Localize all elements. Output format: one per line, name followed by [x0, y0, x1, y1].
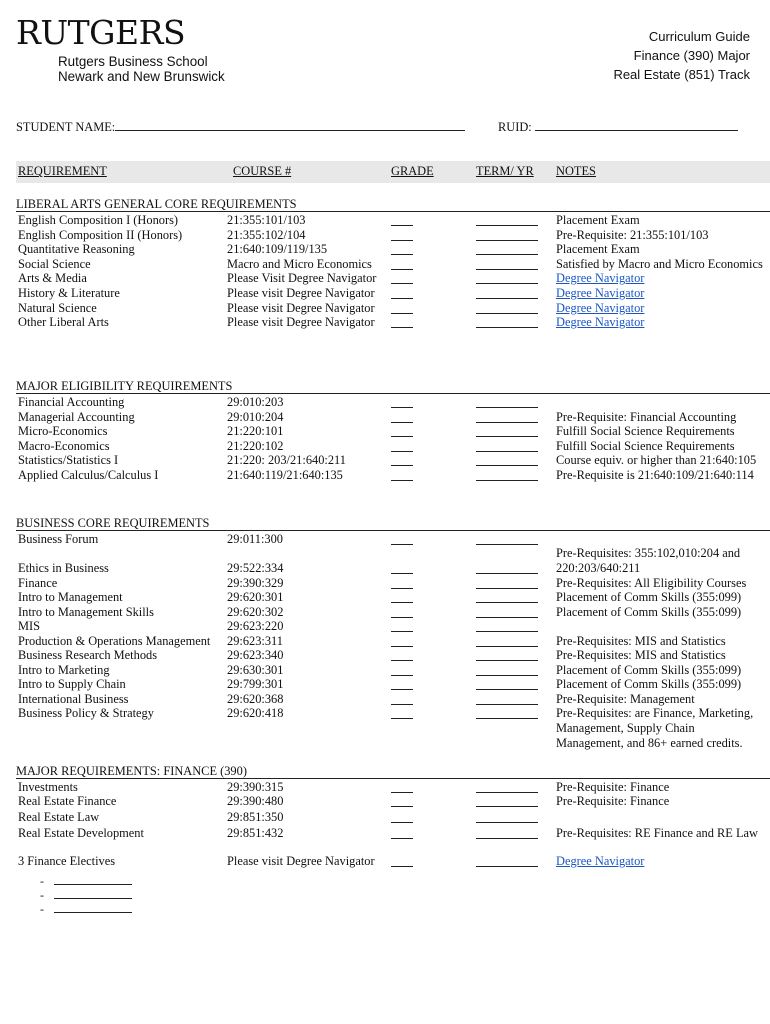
grade-blank[interactable] — [391, 795, 413, 807]
table-row — [16, 424, 770, 439]
requirement-name: Micro-Economics — [18, 424, 108, 439]
table-row — [16, 271, 770, 286]
note-text: Pre-Requisite: Management — [556, 691, 695, 706]
requirement-name: Macro-Economics — [18, 438, 110, 453]
course-number: 29:010:203 — [227, 395, 284, 409]
grade-blank[interactable] — [391, 606, 413, 618]
requirement-name: Business Forum — [18, 532, 99, 546]
requirement-name: Managerial Accounting — [18, 409, 135, 424]
logo-school: Rutgers Business School — [58, 54, 208, 69]
requirement-name: Other Liberal Arts — [18, 315, 109, 330]
requirement-name: English Composition II (Honors) — [18, 227, 183, 242]
term-blank[interactable] — [476, 396, 538, 408]
grade-blank[interactable] — [391, 469, 413, 481]
course-number: 29:390:329 — [227, 575, 284, 590]
grade-blank[interactable] — [391, 243, 413, 255]
section-title: BUSINESS CORE REQUIREMENTS — [16, 516, 770, 531]
elective-line-3[interactable] — [40, 902, 132, 917]
course-number: 29:620:418 — [227, 706, 284, 720]
term-blank[interactable] — [476, 827, 538, 839]
table-row — [16, 854, 770, 869]
note-text: Placement Exam — [556, 213, 640, 227]
grade-blank[interactable] — [391, 411, 413, 423]
course-number: 29:799:301 — [227, 677, 284, 691]
degree-navigator-link[interactable]: Degree Navigator — [556, 286, 645, 300]
note-text: Pre-Requisites: are Finance, Marketing, — [556, 706, 754, 720]
grade-blank[interactable] — [391, 396, 413, 408]
guide-heading — [613, 27, 750, 84]
term-blank[interactable] — [476, 316, 538, 328]
grade-blank[interactable] — [391, 562, 413, 574]
header-course: COURSE # — [233, 164, 292, 178]
grade-blank[interactable] — [391, 214, 413, 226]
term-blank[interactable] — [476, 229, 538, 241]
table-row — [16, 439, 770, 454]
note-text: Fulfill Social Science Requirements — [556, 424, 735, 439]
table-row — [16, 605, 770, 620]
elective-line-1[interactable] — [40, 874, 132, 889]
table-row — [16, 826, 770, 841]
course-number: 29:851:350 — [227, 810, 284, 824]
course-number: 29:623:220 — [227, 619, 284, 633]
requirement-name: Production & Operations Management — [18, 633, 211, 648]
grade-blank[interactable] — [391, 533, 413, 545]
table-row — [16, 286, 770, 301]
course-number: 29:620:302 — [227, 604, 284, 619]
course-number: Please visit Degree Navigator — [227, 315, 375, 330]
requirement-name: Intro to Marketing — [18, 662, 110, 677]
section-title: LIBERAL ARTS GENERAL CORE REQUIREMENTS — [16, 197, 770, 212]
policy-note-cont — [556, 721, 766, 750]
degree-navigator-link[interactable]: Degree Navigator — [556, 300, 645, 315]
course-number: 29:620:301 — [227, 590, 284, 604]
header-grade: GRADE — [391, 164, 434, 178]
note-text: Fulfill Social Science Requirements — [556, 438, 735, 453]
course-number: 29:851:432 — [227, 826, 284, 840]
term-blank[interactable] — [476, 302, 538, 314]
term-blank[interactable] — [476, 620, 538, 632]
requirement-name: Business Policy & Strategy — [18, 706, 154, 720]
guide-major: Finance (390) Major — [633, 48, 750, 63]
degree-navigator-link[interactable]: Degree Navigator — [556, 315, 645, 330]
course-number: 29:620:368 — [227, 691, 284, 706]
term-blank[interactable] — [476, 454, 538, 466]
note-text: Placement of Comm Skills (355:099) — [556, 662, 742, 677]
course-number: Please visit Degree Navigator — [227, 854, 375, 868]
requirement-name: Financial Accounting — [18, 395, 125, 409]
requirement-name: Natural Science — [18, 300, 97, 315]
term-blank[interactable] — [476, 606, 538, 618]
course-number: 21:640:119/21:640:135 — [227, 468, 343, 482]
note-text: Pre-Requisites: MIS and Statistics — [556, 633, 726, 648]
note-text: Satisfied by Macro and Micro Economics — [556, 256, 763, 271]
term-blank[interactable] — [476, 577, 538, 589]
table-row — [16, 634, 770, 649]
grade-blank[interactable] — [391, 272, 413, 284]
term-blank[interactable] — [476, 214, 538, 226]
student-name-label: STUDENT NAME: — [16, 120, 116, 134]
note-text: Pre-Requisites: MIS and Statistics — [556, 648, 726, 662]
table-row — [16, 576, 770, 591]
term-blank[interactable] — [476, 649, 538, 661]
grade-blank[interactable] — [391, 827, 413, 839]
grade-blank[interactable] — [391, 258, 413, 270]
note-text: Placement Exam — [556, 242, 640, 257]
requirement-name: Real Estate Law — [18, 810, 100, 824]
grade-blank[interactable] — [391, 577, 413, 589]
grade-blank[interactable] — [391, 635, 413, 647]
requirement-name: Statistics/Statistics I — [18, 453, 119, 468]
degree-navigator-link[interactable]: Degree Navigator — [556, 854, 645, 868]
requirement-name: Real Estate Development — [18, 826, 144, 840]
table-row — [16, 301, 770, 316]
grade-blank[interactable] — [391, 707, 413, 719]
table-row — [16, 213, 770, 228]
major-finance-section — [16, 764, 770, 868]
degree-navigator-link[interactable]: Degree Navigator — [556, 271, 645, 286]
term-blank[interactable] — [476, 533, 538, 545]
course-number: 29:390:480 — [227, 794, 284, 808]
ruid-field[interactable] — [498, 119, 738, 135]
course-number: Please Visit Degree Navigator — [227, 271, 377, 286]
elective-blank[interactable] — [54, 902, 132, 913]
note-text: Pre-Requisites: All Eligibility Courses — [556, 575, 747, 590]
requirement-name: Applied Calculus/Calculus I — [18, 468, 159, 482]
table-row — [16, 692, 770, 707]
requirement-name: International Business — [18, 691, 129, 706]
student-name-field[interactable] — [16, 119, 465, 135]
table-header — [16, 161, 770, 183]
grade-blank[interactable] — [391, 664, 413, 676]
elective-blank[interactable] — [54, 874, 132, 885]
requirement-name: History & Literature — [18, 286, 120, 300]
requirement-name: Intro to Management — [18, 590, 123, 604]
ruid-label: RUID: — [498, 120, 532, 134]
note-text: Pre-Requisite is 21:640:109/21:640:114 — [556, 468, 754, 482]
term-blank[interactable] — [476, 811, 538, 823]
logo-wordmark: RUTGERS — [16, 13, 186, 52]
term-blank[interactable] — [476, 781, 538, 793]
course-number: 29:011:300 — [227, 532, 283, 546]
requirement-name: Arts & Media — [18, 271, 87, 286]
term-blank[interactable] — [476, 287, 538, 299]
note-text: Pre-Requisite: Finance — [556, 780, 670, 794]
grade-blank[interactable] — [391, 302, 413, 314]
requirement-name: Real Estate Finance — [18, 794, 117, 808]
term-blank[interactable] — [476, 243, 538, 255]
guide-track: Real Estate (851) Track — [613, 67, 750, 82]
note-text: Course equiv. or higher than 21:640:105 — [556, 453, 757, 468]
table-row — [16, 648, 770, 663]
header-requirement: REQUIREMENT — [18, 164, 107, 178]
table-row — [16, 410, 770, 425]
note-text: Placement of Comm Skills (355:099) — [556, 604, 742, 619]
table-row — [16, 590, 770, 605]
term-blank[interactable] — [476, 693, 538, 705]
grade-blank[interactable] — [391, 316, 413, 328]
term-blank[interactable] — [476, 664, 538, 676]
grade-blank[interactable] — [391, 693, 413, 705]
course-number: 21:355:101/103 — [227, 213, 306, 227]
table-row — [16, 780, 770, 795]
grade-blank[interactable] — [391, 649, 413, 661]
requirement-name: English Composition I (Honors) — [18, 213, 179, 227]
requirement-name: 3 Finance Electives — [18, 854, 116, 868]
ruid-line[interactable] — [535, 119, 738, 131]
forum-note: Pre-Requisites: 355:102,010:204 and 220:203/640:211 — [556, 546, 741, 575]
term-blank[interactable] — [476, 258, 538, 270]
note-text: Pre-Requisite: Financial Accounting — [556, 409, 737, 424]
course-number: Please visit Degree Navigator — [227, 300, 375, 315]
table-row — [16, 468, 770, 483]
table-row — [16, 663, 770, 678]
requirement-name: Intro to Management Skills — [18, 604, 154, 619]
grade-blank[interactable] — [391, 425, 413, 437]
grade-blank[interactable] — [391, 229, 413, 241]
course-number: 21:640:109/119/135 — [227, 242, 328, 257]
table-row — [16, 257, 770, 272]
bullet: - — [40, 902, 44, 916]
note-text: Placement of Comm Skills (355:099) — [556, 677, 742, 691]
note-text: Pre-Requisites: RE Finance and RE Law — [556, 826, 758, 840]
term-blank[interactable] — [476, 425, 538, 437]
course-number: 29:623:340 — [227, 648, 284, 662]
term-blank[interactable] — [476, 562, 538, 574]
elective-blank[interactable] — [54, 888, 132, 899]
requirement-name: Business Research Methods — [18, 648, 158, 662]
course-number: Please visit Degree Navigator — [227, 286, 375, 300]
course-number: 21:220:101 — [227, 424, 284, 439]
course-number: 29:623:311 — [227, 633, 283, 648]
header-term: TERM/ YR — [476, 164, 534, 178]
student-name-line[interactable] — [115, 119, 465, 131]
grade-blank[interactable] — [391, 678, 413, 690]
table-row — [16, 619, 770, 634]
term-blank[interactable] — [476, 272, 538, 284]
table-row — [16, 242, 770, 257]
header-notes: NOTES — [556, 164, 596, 178]
table-row — [16, 395, 770, 410]
term-blank[interactable] — [476, 440, 538, 452]
major-eligibility-section — [16, 379, 770, 482]
note-line: Management, Supply Chain — [556, 721, 695, 735]
table-row — [16, 228, 770, 243]
section-title: MAJOR REQUIREMENTS: FINANCE (390) — [16, 764, 770, 779]
requirement-name: Investments — [18, 780, 78, 794]
requirement-name: MIS — [18, 619, 41, 633]
table-row — [16, 810, 770, 825]
rutgers-logo — [16, 14, 225, 84]
note-text: Pre-Requisite: 21:355:101/103 — [556, 227, 709, 242]
grade-blank[interactable] — [391, 454, 413, 466]
term-blank[interactable] — [476, 707, 538, 719]
table-row — [16, 706, 770, 721]
grade-blank[interactable] — [391, 781, 413, 793]
liberal-arts-section — [16, 197, 770, 330]
elective-line-2[interactable] — [40, 888, 132, 903]
table-row — [16, 532, 770, 547]
requirement-name: Intro to Supply Chain — [18, 677, 126, 691]
requirement-name: Social Science — [18, 256, 91, 271]
grade-blank[interactable] — [391, 591, 413, 603]
section-title: MAJOR ELIGIBILITY REQUIREMENTS — [16, 379, 770, 394]
grade-blank[interactable] — [391, 287, 413, 299]
note-line: Management, and 86+ earned credits. — [556, 735, 743, 750]
guide-title: Curriculum Guide — [648, 29, 750, 44]
course-number: 29:390:315 — [227, 780, 284, 794]
business-core-section — [16, 516, 770, 750]
table-row — [16, 794, 770, 809]
term-blank[interactable] — [476, 591, 538, 603]
requirement-name: Finance — [18, 575, 58, 590]
bullet: - — [40, 874, 44, 888]
course-number: Macro and Micro Economics — [227, 256, 372, 271]
requirement-name: Ethics in Business — [18, 561, 109, 575]
note-text: Placement of Comm Skills (355:099) — [556, 590, 742, 604]
course-number: 29:522:334 — [227, 561, 284, 575]
requirement-name: Quantitative Reasoning — [18, 242, 135, 257]
grade-blank[interactable] — [391, 440, 413, 452]
bullet: - — [40, 888, 44, 902]
course-number: 29:010:204 — [227, 409, 284, 424]
course-number: 21:220: 203/21:640:211 — [227, 453, 346, 468]
table-row — [16, 315, 770, 330]
course-number: 21:355:102/104 — [227, 227, 306, 242]
term-blank[interactable] — [476, 795, 538, 807]
note-text: Pre-Requisite: Finance — [556, 794, 670, 808]
term-blank[interactable] — [476, 411, 538, 423]
course-number: 21:220:102 — [227, 438, 284, 453]
term-blank[interactable] — [476, 635, 538, 647]
table-row — [16, 677, 770, 692]
term-blank[interactable] — [476, 855, 538, 867]
course-number: 29:630:301 — [227, 662, 284, 677]
term-blank[interactable] — [476, 469, 538, 481]
table-row — [16, 561, 770, 576]
grade-blank[interactable] — [391, 620, 413, 632]
grade-blank[interactable] — [391, 811, 413, 823]
table-row — [16, 453, 770, 468]
term-blank[interactable] — [476, 678, 538, 690]
grade-blank[interactable] — [391, 855, 413, 867]
logo-campus: Newark and New Brunswick — [58, 69, 225, 84]
